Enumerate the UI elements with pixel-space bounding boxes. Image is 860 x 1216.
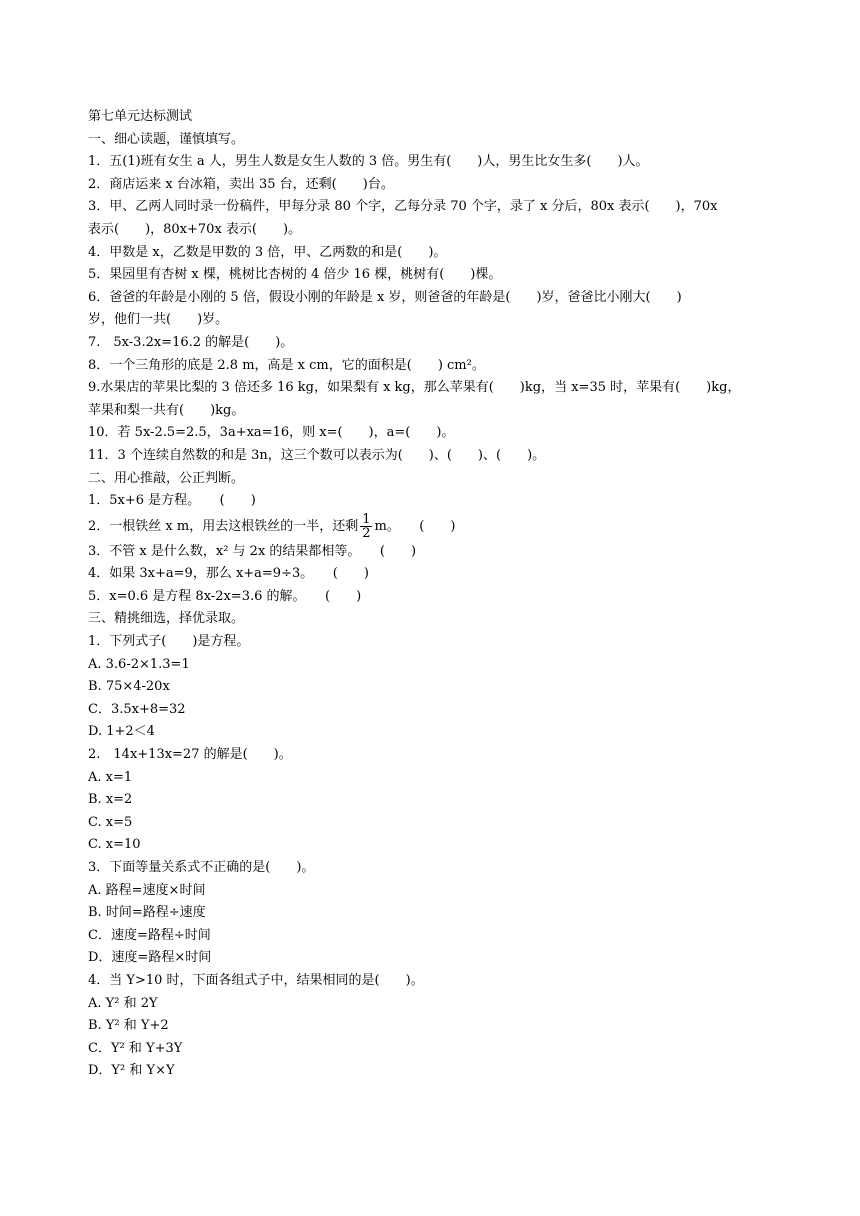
choice-option: B. x=2: [88, 792, 133, 808]
question-line: 岁，他们一共( )岁。: [88, 312, 229, 328]
question-line: 2．商店运来 x 台冰箱，卖出 35 台，还剩( )台。: [88, 176, 394, 192]
choice-option: B. Y² 和 Y+2: [88, 1018, 169, 1034]
section-1-heading: 一、细心读题，谨慎填写。: [88, 131, 245, 147]
section-3-heading: 三、精挑细选，择优录取。: [88, 611, 245, 627]
section-2-heading: 二、用心推敲，公正判断。: [88, 470, 245, 486]
question-line: 1．五(1)班有女生 a 人，男生人数是女生人数的 3 倍。男生有( )人，男生比女生多( )人。: [88, 154, 649, 170]
question-line: 3．甲、乙两人同时录一份稿件，甲每分录 80 个字，乙每分录 70 个字，录了 x 分后，80x 表示( )，70x: [88, 199, 718, 215]
choice-option: C．速度=路程÷时间: [88, 927, 211, 943]
question-text: m。 ( ): [374, 518, 456, 534]
choice-question: 2. 14x+13x=27 的解是( )。: [88, 747, 292, 763]
choice-option: C．Y² 和 Y+3Y: [88, 1040, 183, 1056]
choice-option: A. Y² 和 2Y: [88, 995, 158, 1011]
choice-option: A. 路程=速度×时间: [88, 882, 206, 898]
fraction-denominator: 2: [362, 525, 371, 541]
choice-option: B. 时间=路程÷速度: [88, 905, 206, 921]
worksheet-content: [88, 106, 788, 1083]
judgement-question: 4．如果 3x+a=9，那么 x+a=9÷3。 ( ): [88, 566, 369, 582]
choice-option: A. 3.6-2×1.3=1: [88, 656, 190, 672]
question-line: 6．爸爸的年龄是小刚的 5 倍，假设小刚的年龄是 x 岁，则爸爸的年龄是( )岁，爸爸比小刚大( ): [88, 289, 682, 305]
choice-option: D．速度=路程×时间: [88, 950, 212, 966]
question-line: 表示( )，80x+70x 表示( )。: [88, 221, 302, 237]
choice-option: C. x=5: [88, 814, 133, 830]
choice-option: A. x=1: [88, 769, 133, 785]
question-text: 2．一根铁丝 x m，用去这根铁丝的一半，还剩: [88, 518, 359, 534]
choice-question: 1．下列式子( )是方程。: [88, 634, 250, 650]
page-title: 第七单元达标测试: [88, 109, 193, 124]
choice-option: C. x=10: [88, 837, 141, 853]
judgement-question: 3．不管 x 是什么数，x² 与 2x 的结果都相等。 ( ): [88, 543, 417, 559]
question-line: 11．3 个连续自然数的和是 3n，这三个数可以表示为( )、( )、( )。: [88, 447, 546, 463]
choice-question: 4．当 Y>10 时，下面各组式子中，结果相同的是( )。: [88, 972, 424, 988]
judgement-question-fraction: [88, 513, 788, 541]
question-line: 苹果和梨一共有( )kg。: [88, 402, 245, 418]
judgement-question: 5．x=0.6 是方程 8x-2x=3.6 的解。 ( ): [88, 588, 362, 604]
choice-option: D. 1+2＜4: [88, 724, 155, 740]
question-line: 10．若 5x-2.5=2.5，3a+xa=16，则 x=( )，a=( )。: [88, 425, 455, 441]
choice-option: D．Y² 和 Y×Y: [88, 1063, 175, 1079]
question-line: 7. 5x-3.2x=16.2 的解是( )。: [88, 334, 294, 350]
judgement-question: 1．5x+6 是方程。 ( ): [88, 493, 256, 509]
question-line: 9.水果店的苹果比梨的 3 倍还多 16 kg，如果梨有 x kg，那么苹果有( )kg，当 x=35 时，苹果有( )kg，: [88, 380, 741, 396]
fraction: [360, 513, 372, 540]
question-line: 8．一个三角形的底是 2.8 m，高是 x cm，它的面积是( ) cm²。: [88, 357, 485, 373]
choice-option: B. 75×4-20x: [88, 679, 170, 695]
fraction-numerator: 1: [362, 511, 371, 527]
question-line: 5．果园里有杏树 x 棵，桃树比杏树的 4 倍少 16 棵，桃树有( )棵。: [88, 267, 502, 283]
choice-question: 3．下面等量关系式不正确的是( )。: [88, 860, 315, 875]
choice-option: C．3.5x+8=32: [88, 701, 186, 717]
question-line: 4．甲数是 x，乙数是甲数的 3 倍，甲、乙两数的和是( )。: [88, 244, 447, 260]
